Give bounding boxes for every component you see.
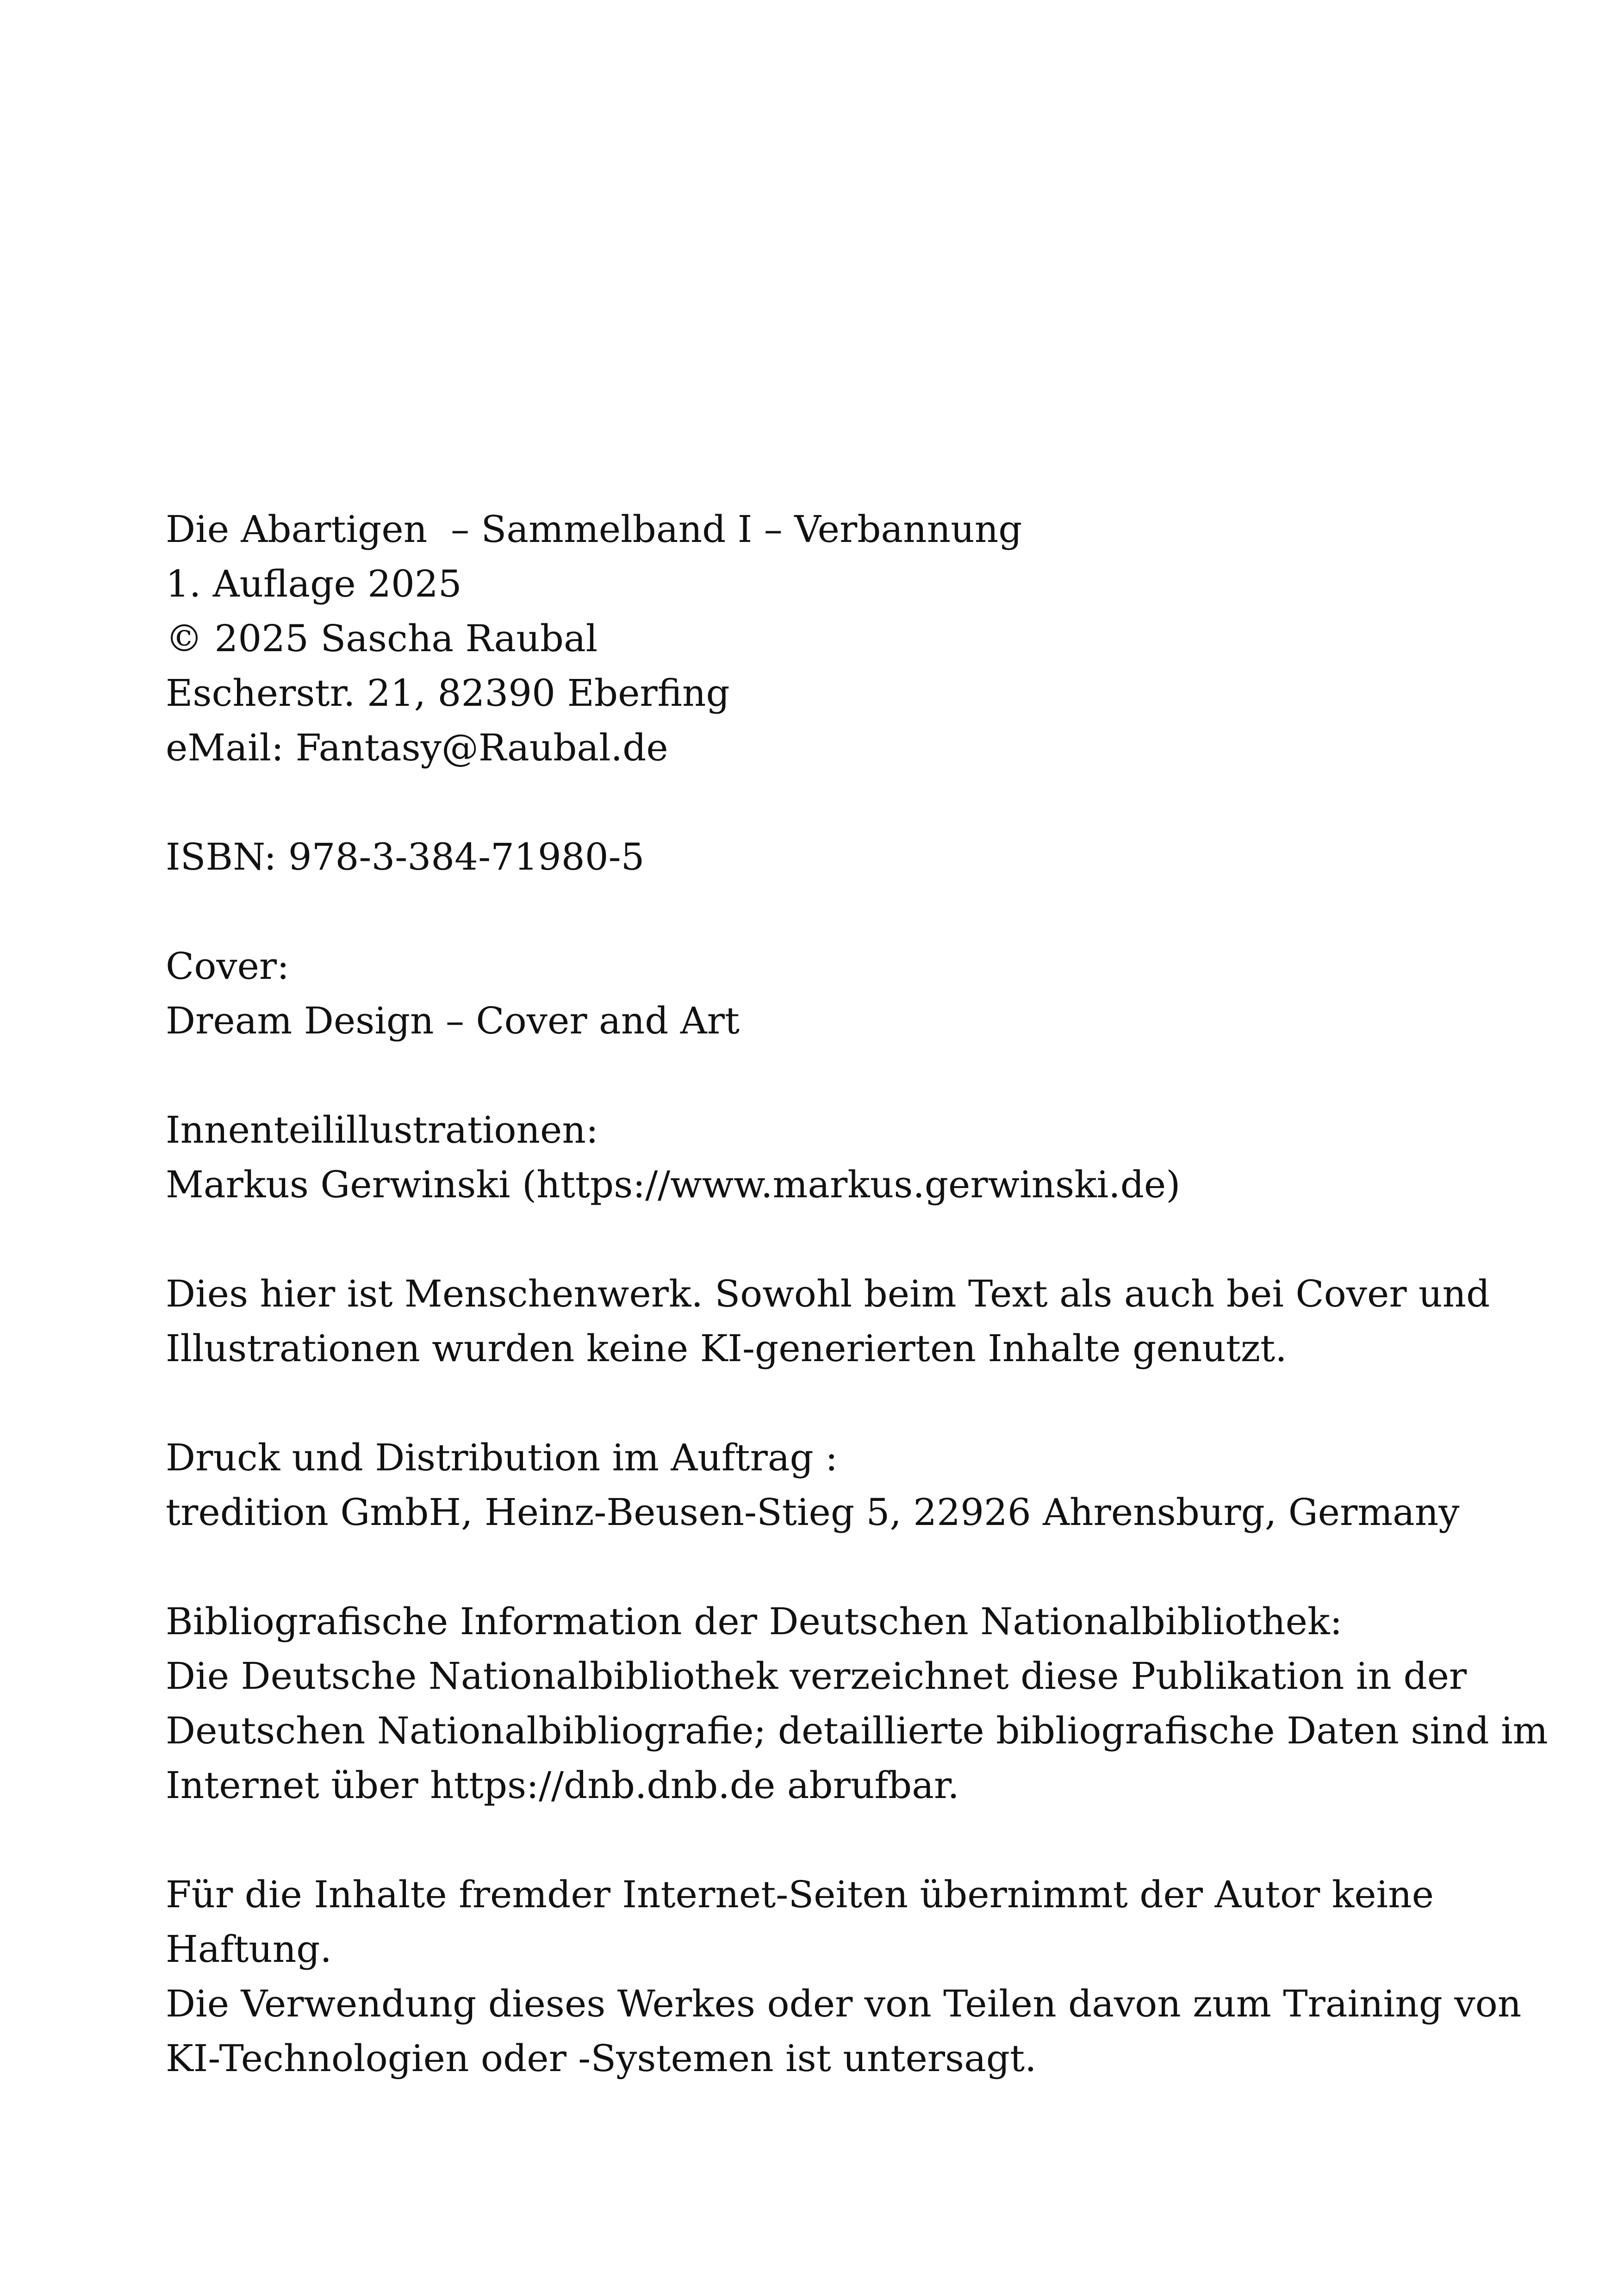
bibliography-line-4: Internet über https://dnb.dnb.de abrufbar. (166, 1764, 959, 1807)
distribution-label: Druck und Distribution im Auftrag : (166, 1436, 838, 1479)
disclaimer-line-1: Für die Inhalte fremder Internet-Seiten übernimmt der Autor keine (166, 1873, 1434, 1916)
disclaimer-line-4: KI-Technologien oder -Systemen ist untersagt. (166, 2037, 1037, 2080)
human-work-line-1: Dies hier ist Menschenwerk. Sowohl beim Text als auch bei Cover und (166, 1272, 1490, 1315)
bibliography-line-3: Deutschen Nationalbibliografie; detaillierte bibliografische Daten sind im (166, 1709, 1548, 1752)
illustrations-credit: Markus Gerwinski (https://www.markus.gerwinski.de) (166, 1163, 1181, 1206)
disclaimer-line-3: Die Verwendung dieses Werkes oder von Teilen davon zum Training von (166, 1982, 1522, 2025)
disclaimer-block (166, 1867, 1554, 2086)
cover-block (166, 939, 1554, 1048)
bibliography-block (166, 1594, 1554, 1813)
copyright-line: © 2025 Sascha Raubal (166, 617, 598, 660)
book-title-line: Die Abartigen – Sammelband I – Verbannung (166, 508, 1022, 551)
distribution-block (166, 1431, 1554, 1540)
cover-label: Cover: (166, 945, 290, 988)
illustrations-block (166, 1103, 1554, 1212)
email-line: eMail: Fantasy@Raubal.de (166, 726, 668, 769)
human-work-block (166, 1267, 1554, 1376)
human-work-line-2: Illustrationen wurden keine KI-generierten Inhalte genutzt. (166, 1327, 1287, 1370)
isbn-line: ISBN: 978-3-384-71980-5 (166, 835, 645, 878)
imprint-page (166, 502, 1554, 2140)
edition-line: 1. Auflage 2025 (166, 562, 462, 605)
disclaimer-line-2: Haftung. (166, 1928, 332, 1971)
address-line: Escherstr. 21, 82390 Eberfing (166, 672, 730, 715)
distribution-publisher: tredition GmbH, Heinz-Beusen-Stieg 5, 22926 Ahrensburg, Germany (166, 1491, 1460, 1534)
bibliography-line-2: Die Deutsche Nationalbibliothek verzeichnet diese Publikation in der (166, 1655, 1467, 1698)
imprint-block (166, 502, 1554, 775)
illustrations-label: Innenteilillustrationen: (166, 1108, 598, 1151)
isbn-block (166, 830, 1554, 884)
cover-credit: Dream Design – Cover and Art (166, 999, 740, 1042)
bibliography-line-1: Bibliografische Information der Deutschen Nationalbibliothek: (166, 1600, 1343, 1643)
